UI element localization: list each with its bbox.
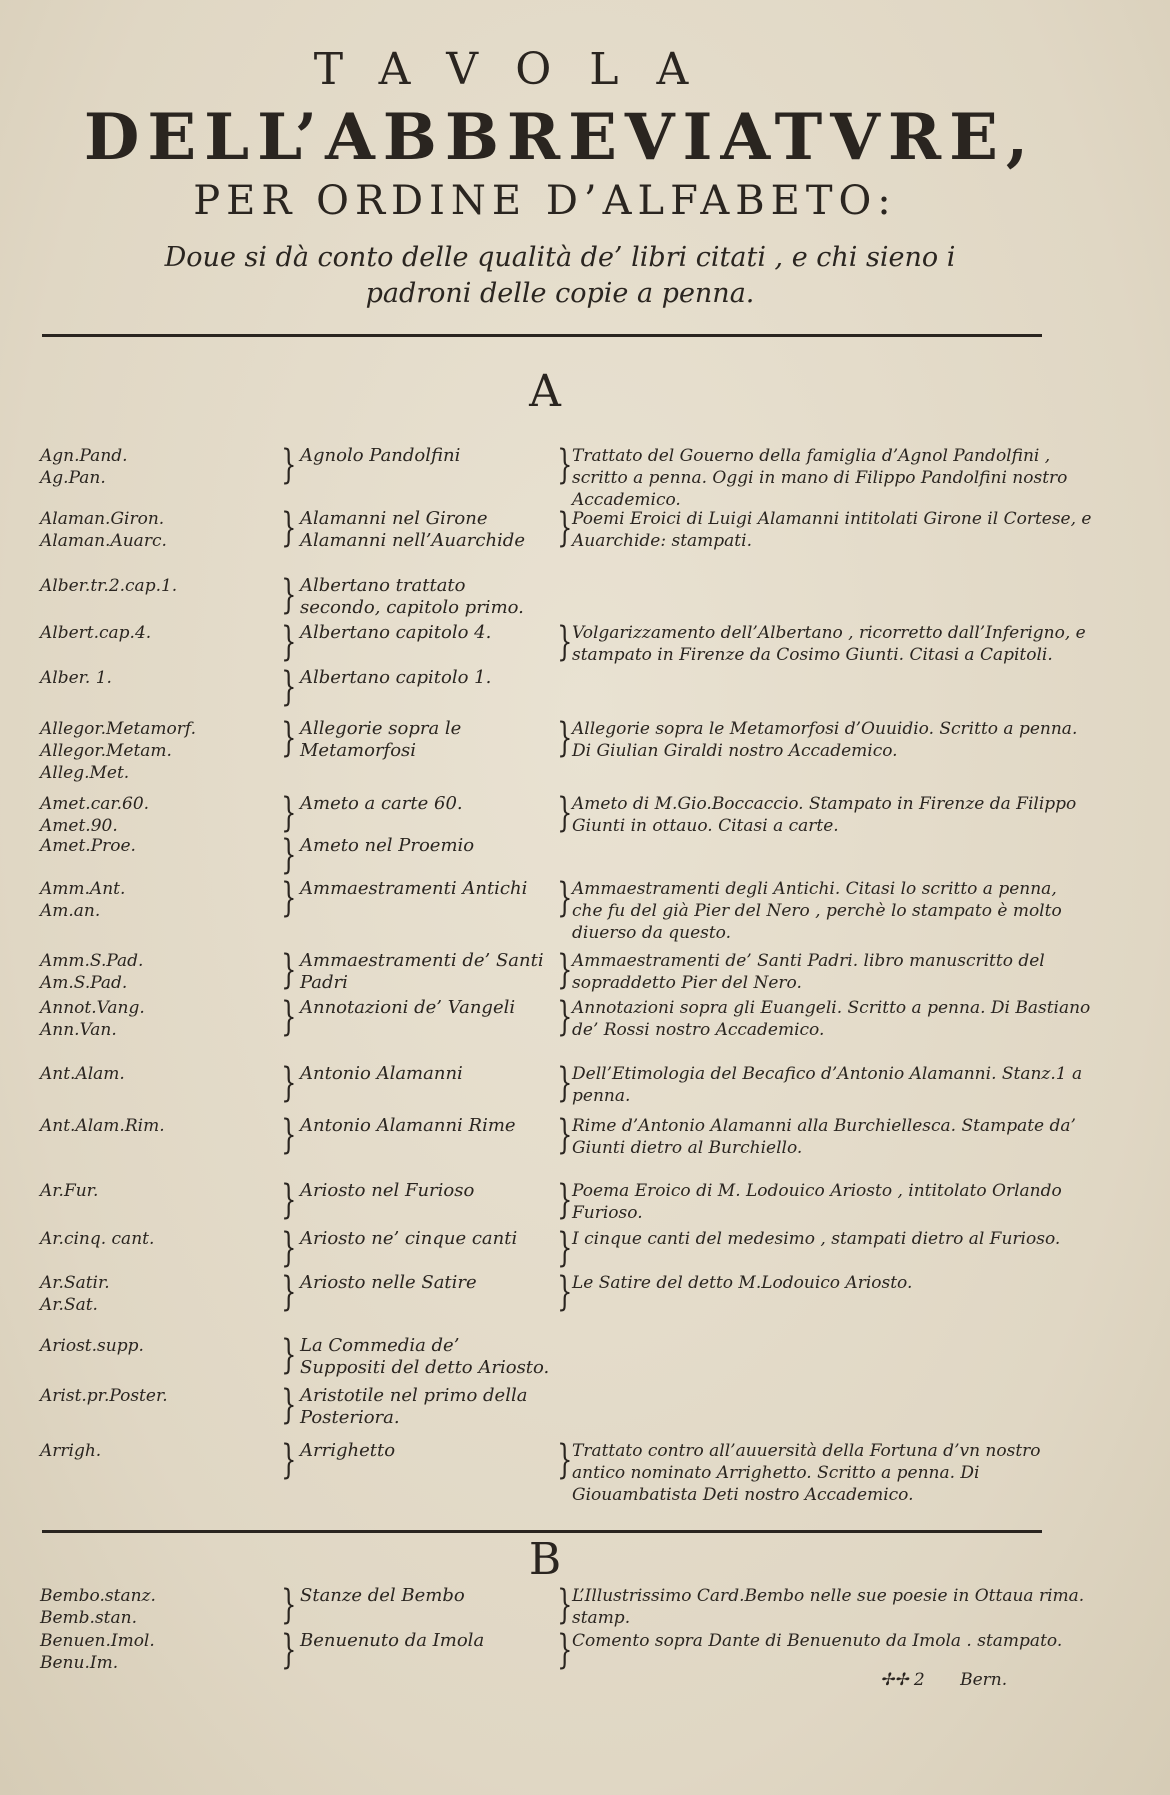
brace-icon: } (281, 1060, 297, 1106)
entry-abbreviation: Arist.pr.Poster. (40, 1386, 168, 1406)
entry-work-name: Ariosto nel Furioso (300, 1180, 475, 1201)
signature-mark: ✢✢ 2 (880, 1670, 925, 1690)
entry-description: Ammaestramenti degli Antichi. Citasi lo scritto a penna, che fu del già Pier del Nero , perchè lo stampato è molto diuerso da questo. (572, 879, 1062, 943)
entry-description: Annotazioni sopra gli Euangeli. Scritto a penna. Di Bastiano de’ Rossi nostro Accademico. (572, 998, 1091, 1040)
entry-abbreviation: Amet.car.60. Amet.90. (40, 794, 150, 836)
section-letter-a: A (529, 366, 561, 417)
entry-abbreviation: Amm.Ant. Am.an. (40, 879, 126, 921)
entry-description: Volgarizzamento dell’Albertano , ricorretto dall’Inferigno, e stampato in Firenze da Cosimo Giunti. Citasi a Capitoli. (572, 623, 1086, 665)
brace-icon: } (281, 947, 297, 993)
entry-work-name: Annotazioni de’ Vangeli (300, 997, 516, 1018)
catchword: Bern. (960, 1670, 1008, 1690)
entry-description: Le Satire del detto M.Lodouico Ariosto. (572, 1273, 913, 1293)
entry-abbreviation: Ariost.supp. (40, 1336, 144, 1356)
entry-description: Dell’Etimologia del Becafico d’Antonio Alamanni. Stanz.1 a penna. (572, 1064, 1083, 1106)
brace-icon: } (557, 442, 573, 488)
entry-abbreviation: Amm.S.Pad. Am.S.Pad. (40, 951, 144, 993)
brace-icon: } (281, 442, 297, 488)
brace-icon: } (557, 1112, 573, 1158)
brace-icon: } (281, 994, 297, 1040)
entry-description: Trattato contro all’auuersità della Fortuna d’vn nostro antico nominato Arrighetto. Scritto a penna. Di Giouambatista Deti nostro Accademico. (572, 1441, 1041, 1505)
entry-description: Ammaestramenti de’ Santi Padri. libro manuscritto del sopraddetto Pier del Nero. (572, 951, 1045, 993)
entry-work-name: Alamanni nel Girone Alamanni nell’Auarchide (300, 508, 525, 551)
brace-icon: } (281, 664, 297, 710)
entry-abbreviation: Ar.Fur. (40, 1181, 99, 1201)
entry-work-name: Albertano trattato secondo, capitolo primo. (300, 575, 524, 618)
brace-icon: } (557, 715, 573, 761)
entry-work-name: Aristotile nel primo della Posteriora. (300, 1385, 528, 1428)
brace-icon: } (281, 790, 297, 836)
entry-work-name: Ariosto nelle Satire (300, 1272, 477, 1293)
entry-work-name: Stanze del Bembo (300, 1585, 465, 1606)
entry-work-name: Benuenuto da Imola (300, 1630, 485, 1651)
title-abbreviature: DELL’ABBREVIATVRE, (83, 100, 1037, 175)
entry-description: Trattato del Gouerno della famiglia d’Agnol Pandolfini , scritto a penna. Oggi in mano di Filippo Pandolfini nostro Accademico. (572, 446, 1068, 510)
entry-description: Rime d’Antonio Alamanni alla Burchiellesca. Stampate da’ Giunti dietro al Burchiello. (572, 1116, 1076, 1158)
entry-work-name: Antonio Alamanni Rime (300, 1115, 516, 1136)
brace-icon: } (557, 875, 573, 921)
brace-icon: } (281, 875, 297, 921)
title-tavola: TAVOLA (313, 44, 727, 95)
entry-abbreviation: Ar.Satir. Ar.Sat. (40, 1273, 110, 1315)
brace-icon: } (557, 1627, 573, 1673)
entry-abbreviation: Alber. 1. (40, 668, 112, 688)
brace-icon: } (281, 1437, 297, 1483)
entry-work-name: Ariosto ne’ cinque canti (300, 1228, 518, 1249)
title-ordine: PER ORDINE D’ALFABETO: (193, 178, 897, 224)
entry-abbreviation: Ant.Alam.Rim. (40, 1116, 165, 1136)
entry-work-name: Antonio Alamanni (300, 1063, 463, 1084)
brace-icon: } (557, 505, 573, 551)
entry-description: Ameto di M.Gio.Boccaccio. Stampato in Firenze da Filippo Giunti in ottauo. Citasi a carte. (572, 794, 1077, 836)
brace-icon: } (281, 1112, 297, 1158)
brace-icon: } (281, 1269, 297, 1315)
entry-work-name: Ammaestramenti Antichi (300, 878, 528, 899)
brace-icon: } (557, 1177, 573, 1223)
brace-icon: } (281, 1382, 297, 1428)
entry-abbreviation: Benuen.Imol. Benu.Im. (40, 1631, 155, 1673)
entry-description: Comento sopra Dante di Benuenuto da Imola . stampato. (572, 1631, 1063, 1651)
entry-abbreviation: Agn.Pand. Ag.Pan. (40, 446, 128, 488)
brace-icon: } (557, 994, 573, 1040)
entry-abbreviation: Albert.cap.4. (40, 623, 152, 643)
entry-work-name: Ammaestramenti de’ Santi Padri (300, 950, 544, 993)
entry-abbreviation: Ar.cinq. cant. (40, 1229, 155, 1249)
brace-icon: } (281, 505, 297, 551)
entry-abbreviation: Alber.tr.2.cap.1. (40, 576, 178, 596)
entry-description: Poemi Eroici di Luigi Alamanni intitolati Girone il Cortese, e Auarchide: stampati. (572, 509, 1092, 551)
entry-work-name: Allegorie sopra le Metamorfosi (300, 718, 462, 761)
brace-icon: } (557, 619, 573, 665)
brace-icon: } (281, 619, 297, 665)
brace-icon: } (281, 1582, 297, 1628)
mid-rule (42, 1530, 1042, 1533)
page-footer (880, 1670, 1100, 1690)
top-rule (42, 334, 1042, 337)
entry-description: I cinque canti del medesimo , stampati dietro al Furioso. (572, 1229, 1061, 1249)
brace-icon: } (281, 1627, 297, 1673)
entry-work-name: Albertano capitolo 1. (300, 667, 492, 688)
entry-work-name: Ameto a carte 60. (300, 793, 463, 814)
entry-work-name: Agnolo Pandolfini (300, 445, 461, 466)
brace-icon: } (281, 1225, 297, 1271)
entry-description: Poema Eroico di M. Lodouico Ariosto , intitolato Orlando Furioso. (572, 1181, 1062, 1223)
subtitle: Doue si dà conto delle qualità de’ libri citati , e chi sieno i padroni delle copie a penna. (164, 242, 956, 309)
brace-icon: } (281, 1332, 297, 1378)
entry-work-name: La Commedia de’ Suppositi del detto Ariosto. (300, 1335, 550, 1378)
brace-icon: } (557, 1582, 573, 1628)
entry-abbreviation: Annot.Vang. Ann.Van. (40, 998, 145, 1040)
brace-icon: } (281, 1177, 297, 1223)
entry-abbreviation: Ant.Alam. (40, 1064, 125, 1084)
entry-abbreviation: Amet.Proe. (40, 836, 136, 856)
entry-work-name: Albertano capitolo 4. (300, 622, 492, 643)
brace-icon: } (557, 790, 573, 836)
section-letter-b: B (528, 1534, 562, 1585)
entry-work-name: Arrighetto (300, 1440, 396, 1461)
brace-icon: } (281, 832, 297, 878)
brace-icon: } (281, 572, 297, 618)
entry-abbreviation: Alaman.Giron. Alaman.Auarc. (40, 509, 167, 551)
brace-icon: } (557, 1060, 573, 1106)
entry-abbreviation: Arrigh. (40, 1441, 102, 1461)
entry-description: Allegorie sopra le Metamorfosi d’Ouuidio. Scritto a penna. Di Giulian Giraldi nostro Accademico. (572, 719, 1078, 761)
entry-abbreviation: Bembo.stanz. Bemb.stan. (40, 1586, 156, 1628)
entry-description: L’Illustrissimo Card.Bembo nelle sue poesie in Ottaua rima. stamp. (572, 1586, 1085, 1628)
brace-icon: } (557, 947, 573, 993)
brace-icon: } (557, 1269, 573, 1315)
brace-icon: } (557, 1437, 573, 1483)
brace-icon: } (281, 715, 297, 761)
entry-work-name: Ameto nel Proemio (300, 835, 475, 856)
entry-abbreviation: Allegor.Metamorf. Allegor.Metam. Alleg.Met. (40, 719, 196, 783)
brace-icon: } (557, 1225, 573, 1271)
